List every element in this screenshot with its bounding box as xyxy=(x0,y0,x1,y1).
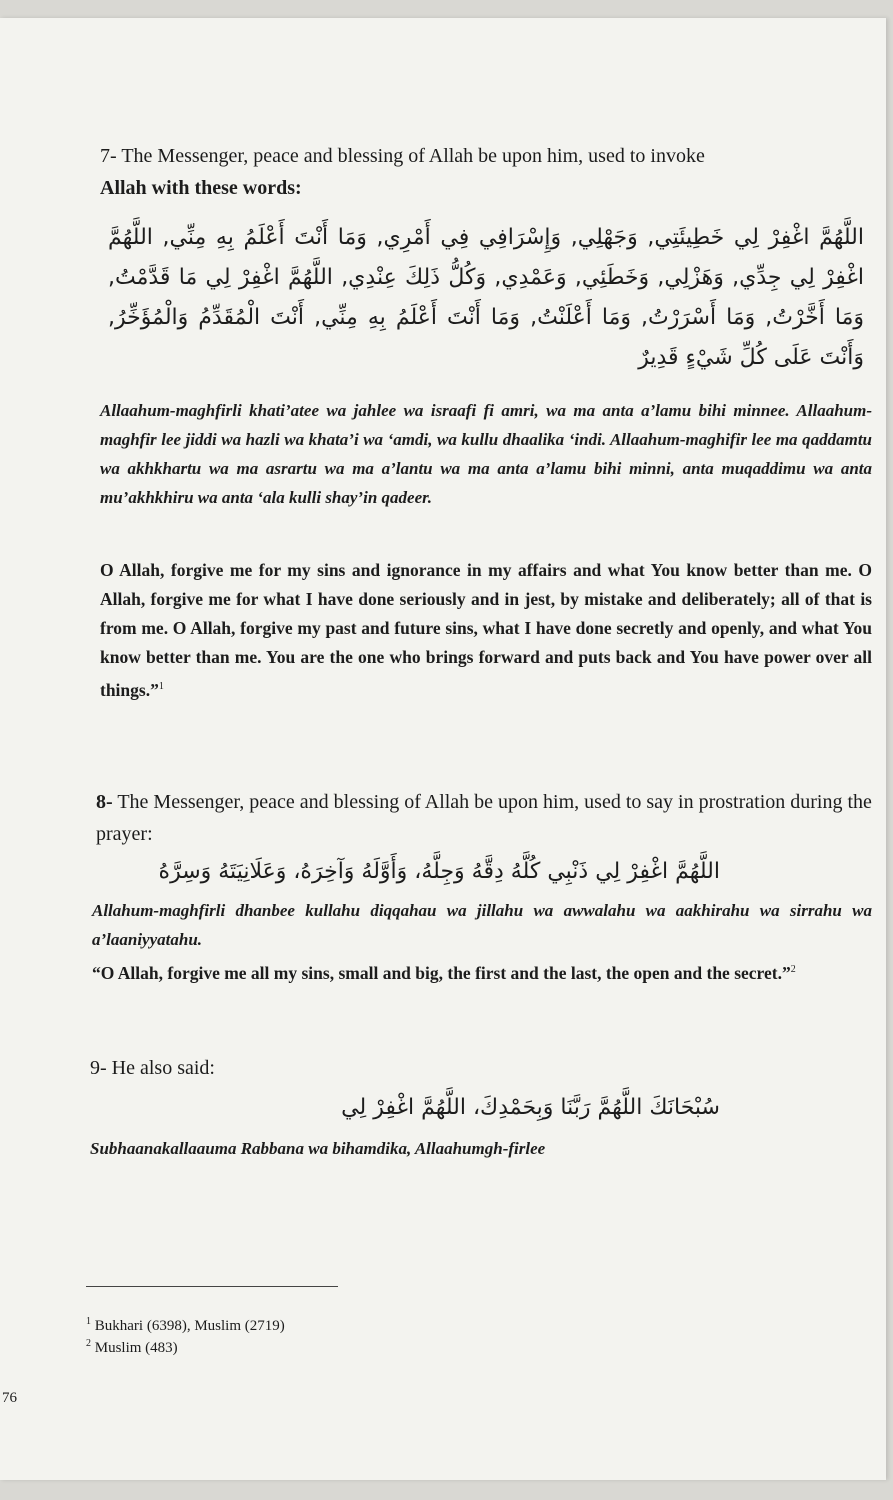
section-7-arabic: اللَّهُمَّ اغْفِرْ لِي خَطِيئَتِي, وَجَهْلِي, وَإِسْرَافِي فِي أَمْرِي, وَمَا أَنْتَ أَعْلَمُ بِهِ مِنِّي, اللَّهُمَّ اغْفِرْ لِي جِدِّي, وَهَزْلِي, وَخَطَئِي, وَعَمْدِي, وَكُلُّ ذَلِكَ عِنْدِي, اللَّهُمَّ اغْفِرْ لِي مَا قَدَّمْتُ, وَمَا أَخَّرْتُ, وَمَا أَسْرَرْتُ, وَمَا أَعْلَنْتُ, وَمَا أَنْتَ أَعْلَمُ بِهِ مِنِّي, أَنْتَ الْمُقَدِّمُ وَالْمُؤَخِّرُ, وَأَنْتَ عَلَى كُلِّ شَيْءٍ قَدِيرٌ xyxy=(108,225,864,370)
section-7-intro: The Messenger, peace and blessing of Allah be upon him, used to invoke xyxy=(121,145,705,167)
footnote-2-text: Muslim (483) xyxy=(94,1340,178,1356)
section-7-transliteration: Allaahum-maghfirli khati’atee wa jahlee wa israafi fi amri, wa ma anta a’lamu bihi minnee. Allaahum-maghfir lee jiddi wa hazli wa khata’i wa ‘amdi, wa kullu dhaalika ‘indi. Allaahum-maghifir lee ma qaddamtu wa akhkhartu wa ma asrartu wa ma a’lantu wa ma anta a’lamu bihi minni, anta muqaddimu wa anta mu’akhkhiru wa anta ‘ala kulli shay’in qadeer. xyxy=(100,401,872,507)
section-9-arabic: سُبْحَانَكَ اللَّهُمَّ رَبَّنَا وَبِحَمْدِكَ، اللَّهُمَّ اغْفِرْ لِي xyxy=(341,1095,720,1120)
footnote-1-number: 1 xyxy=(86,1316,91,1327)
section-8-translation xyxy=(92,955,872,988)
section-7-number: 7- xyxy=(100,145,117,167)
footnote-1-text: Bukhari (6398), Muslim (2719) xyxy=(94,1318,285,1334)
section-7-translation-text: O Allah, forgive me for my sins and ignorance in my affairs and what You know better than me. O Allah, forgive me for what I have done seriously and in jest, by mistake and deliberately; all of that is from me. O Allah, forgive my past and future sins, what I have done secretly and openly, and what You know better than me. You are the one who brings forward and puts back and You have power over all things.” xyxy=(100,560,872,700)
section-8-heading xyxy=(96,786,872,850)
section-8-transliteration: Allahum-maghfirli dhanbee kullahu diqqahau wa jillahu wa awwalahu wa aakhirahu wa sirrahu wa a’laaniyyatahu. xyxy=(92,901,872,949)
footnote-divider xyxy=(86,1286,338,1287)
page-number: 76 xyxy=(2,1390,17,1406)
section-9-heading xyxy=(90,1052,862,1084)
section-9-intro: He also said: xyxy=(111,1057,215,1079)
section-8-number: 8- xyxy=(96,791,113,813)
section-8-intro: The Messenger, peace and blessing of Allah be upon him, used to say in prostration during the prayer: xyxy=(96,791,872,845)
section-8-footnote-ref[interactable]: 2 xyxy=(790,964,796,975)
section-9-transliteration: Subhaanakallaauma Rabbana wa bihamdika, Allaahumgh-firlee xyxy=(90,1139,546,1158)
section-8-translation-text: “O Allah, forgive me all my sins, small and big, the first and the last, the open and the secret.” xyxy=(92,962,791,983)
footnote-2 xyxy=(86,1334,178,1358)
section-7-intro-bold: Allah with these words: xyxy=(100,177,302,199)
section-8-arabic: اللَّهُمَّ اغْفِرْ لِي ذَنْبِي كُلَّهُ دِقَّهُ وَجِلَّهُ، وَأَوَّلَهُ وَآخِرَهُ، وَعَلَانِيَتَهُ وَسِرَّهُ xyxy=(158,859,720,884)
section-7-translation xyxy=(100,556,872,705)
footnote-1 xyxy=(86,1312,285,1336)
section-7-heading xyxy=(100,140,872,204)
section-9-number: 9- xyxy=(90,1057,107,1079)
footnote-2-number: 2 xyxy=(86,1338,91,1349)
section-7-footnote-ref[interactable]: 1 xyxy=(158,681,164,692)
